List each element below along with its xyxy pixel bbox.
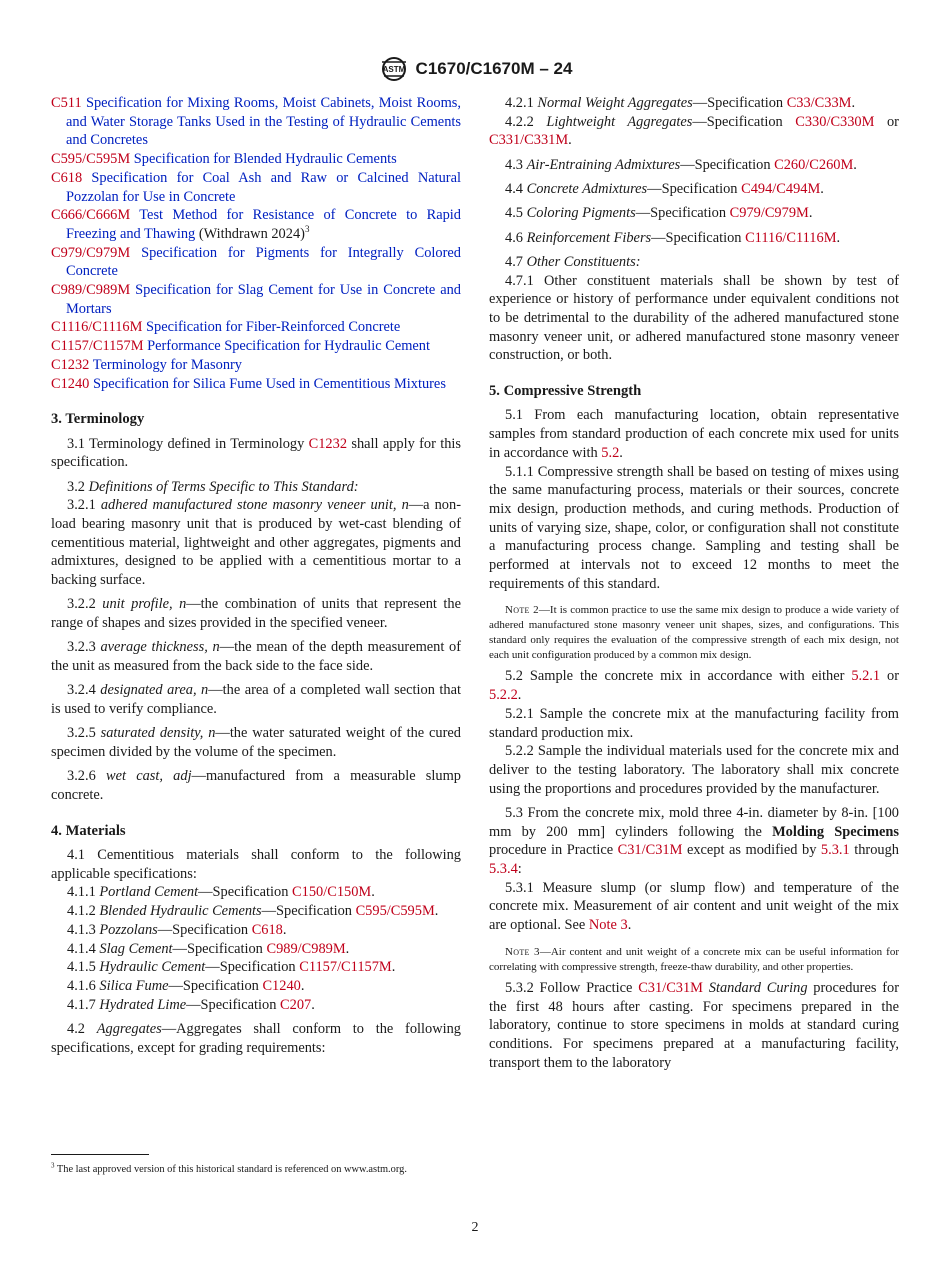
paragraph-3-2 bbox=[51, 478, 461, 497]
paragraph-5-1-1: 5.1.1 Compressive strength shall be based on testing of mixes using the same manufacturing process, materials or their sources, concrete mix design, production methods, and curing methods. Production of units of varying size, shape, color, or configuration shall not constitute a manufacturing process change. Sampling and testing shall be performed at intervals not to exceed 12 months to meet the requirements of this standard. bbox=[489, 463, 899, 592]
text: —manufactured from a measurable slump concrete. bbox=[51, 768, 461, 804]
reference-item bbox=[51, 375, 461, 394]
paragraph-4-2 bbox=[51, 1020, 461, 1057]
text: —Specification bbox=[651, 229, 746, 246]
reference-item bbox=[51, 169, 461, 206]
text: . bbox=[282, 921, 287, 938]
text: —Specification bbox=[680, 156, 775, 173]
text: —Specification bbox=[172, 940, 267, 957]
text: 3.2.6 bbox=[67, 768, 106, 785]
reference-item bbox=[51, 94, 461, 150]
note-label: Note 3 bbox=[505, 945, 540, 958]
paragraph-5-2-1: 5.2.1 Sample the concrete mix at the manufacturing facility from standard production mix. bbox=[489, 705, 899, 741]
reference-code-link[interactable]: C666/C666M bbox=[51, 207, 131, 224]
text: : bbox=[517, 861, 522, 878]
text: except as modified by bbox=[682, 842, 821, 859]
paragraph-3-2-6 bbox=[51, 767, 461, 804]
italic-term: Blended Hydraulic Cements bbox=[99, 903, 262, 920]
reference-code-link[interactable]: C618 bbox=[51, 169, 83, 186]
left-column bbox=[51, 94, 461, 1057]
cross-reference-link[interactable]: C618 bbox=[251, 921, 283, 938]
text: 4.1.5 bbox=[67, 959, 100, 976]
reference-item bbox=[51, 244, 461, 281]
italic-term: Reinforcement Fibers bbox=[526, 229, 652, 246]
cross-reference-link[interactable]: 5.2.1 bbox=[851, 668, 881, 685]
footnote-marker[interactable]: 3 bbox=[304, 224, 310, 235]
reference-code-link[interactable]: C1232 bbox=[51, 356, 90, 373]
text: or bbox=[874, 113, 899, 130]
paragraph-5-3-2 bbox=[489, 979, 899, 1073]
paragraph-4-3: 4.3 Air-Entraining Admixtures—Specification C260/C260M. bbox=[505, 156, 857, 173]
italic-term: wet cast, adj bbox=[106, 768, 192, 785]
paragraph-4-1-4 bbox=[51, 940, 461, 959]
footnote bbox=[51, 1162, 461, 1177]
text: —Specification bbox=[168, 977, 263, 994]
text: 3.2.5 bbox=[67, 725, 101, 742]
paragraph-4-1-5 bbox=[51, 958, 461, 977]
text: 3.2 bbox=[67, 478, 89, 495]
cross-reference-link[interactable]: 5.2 bbox=[601, 444, 620, 461]
text: 5.2 Sample the concrete mix in accordance with either bbox=[505, 668, 852, 685]
text: —the mean of the depth measurement of the unit as measured from the back side to the face side. bbox=[51, 639, 462, 675]
paragraph-3-1 bbox=[51, 435, 461, 472]
footnote-marker: 3 bbox=[51, 1161, 55, 1170]
text: 3.2.1 bbox=[67, 497, 101, 514]
cross-reference-link[interactable]: 5.3.4 bbox=[489, 861, 518, 878]
paragraph-4-5: 4.5 Coloring Pigments—Specification C979/C979M. bbox=[505, 205, 813, 222]
reference-title[interactable]: Specification for Blended Hydraulic Cements bbox=[133, 151, 397, 168]
italic-term: designated area, n bbox=[100, 682, 209, 699]
text: 4.7 bbox=[505, 253, 527, 270]
paragraph-5-3-1 bbox=[489, 879, 899, 935]
text: 4.1.6 bbox=[67, 977, 100, 994]
text: procedures for the first 48 hours after casting. For specimens prepared in the laboratory, continue to store specimens in molds at standard curing conditions. For specimens prepared at a manufacturing facility, transport them to the laboratory bbox=[489, 979, 899, 1071]
cross-reference-link[interactable]: Note 3 bbox=[588, 917, 628, 934]
text: 5.3 From the concrete mix, mold three 4-in. diameter by 8-in. [100 mm by 200 mm] cylinders following the bbox=[489, 804, 899, 840]
paragraph-4-2-1: 4.2.1 Normal Weight Aggregates—Specification C33/C33M. bbox=[505, 95, 856, 111]
cross-reference-link[interactable]: C1116/C1116M bbox=[745, 229, 837, 246]
paragraph-3-2-5 bbox=[51, 724, 461, 761]
text: . bbox=[434, 903, 439, 920]
astm-logo-icon bbox=[378, 56, 410, 82]
text: 5.3.1 Measure slump (or slump flow) and temperature of the concrete mix. Measurement of air content and unit weight of the mix are optional. See bbox=[489, 879, 899, 934]
text: —Specification bbox=[647, 181, 742, 197]
italic-term: adhered manufactured stone masonry veneer unit, n bbox=[100, 497, 409, 514]
cross-reference-link[interactable]: C260/C260M bbox=[774, 156, 854, 173]
note-label: Note 2 bbox=[505, 604, 539, 617]
italic-term: Air-Entraining Admixtures bbox=[526, 156, 681, 173]
text: 5.3.2 Follow Practice bbox=[505, 979, 639, 996]
page-number: 2 bbox=[471, 1220, 479, 1235]
reference-title[interactable]: Specification for Silica Fume Used in Cementitious Mixtures bbox=[93, 375, 446, 392]
paragraph-4-4: 4.4 Concrete Admixtures—Specification C494/C494M. bbox=[505, 181, 824, 197]
text: —Specification bbox=[261, 903, 356, 920]
italic-term: Aggregates bbox=[96, 1020, 162, 1037]
note-text: —Air content and unit weight of a concrete mix can be useful information for correlating with compressive strength, freeze-thaw durability, and other properties. bbox=[489, 945, 900, 973]
text: 4.1.1 bbox=[67, 884, 100, 901]
text: —Specification bbox=[186, 996, 281, 1013]
paragraph-5-3 bbox=[489, 804, 899, 879]
reference-title[interactable]: Specification for Slag Cement for Use in Concrete and Mortars bbox=[66, 282, 461, 317]
reference-title[interactable]: Terminology for Masonry bbox=[92, 356, 243, 373]
text: 4.1.7 bbox=[67, 996, 100, 1013]
reference-item bbox=[51, 206, 461, 243]
reference-title[interactable]: Test Method for Resistance of Concrete to Rapid Freezing and Thawing bbox=[66, 207, 461, 242]
text: . bbox=[391, 959, 396, 976]
referenced-documents-list bbox=[51, 94, 461, 393]
cross-reference-link[interactable]: C595/C595M bbox=[355, 903, 435, 920]
reference-title[interactable]: Specification for Pigments for Integrally Colored Concrete bbox=[66, 244, 461, 280]
right-column bbox=[489, 94, 899, 1072]
reference-title[interactable]: Performance Specification for Hydraulic Cement bbox=[147, 338, 431, 355]
italic-term: Slag Cement bbox=[99, 940, 173, 957]
text: 4.2 bbox=[67, 1020, 97, 1037]
text: —Specification bbox=[692, 95, 787, 111]
note-text: —It is common practice to use the same mix design to produce a wide variety of adhered manufactured stone masonry veneer unit shapes, sizes, and configurations. This standard only requires the evaluation of the compressive strength of each mix design, not each unit configuration produced by a common mix design. bbox=[489, 604, 900, 662]
reference-title[interactable]: Specification for Fiber-Reinforced Concrete bbox=[146, 319, 401, 336]
withdrawn-note: (Withdrawn 2024) bbox=[195, 225, 305, 242]
text: —a non-load bearing masonry unit that is produced by wet-cast blending of cementitious material, lightweight and other aggregates, pigments and admixtures, designed to be applied with a cementitious mortar to a backing surface. bbox=[51, 497, 461, 589]
italic-term: Other Constituents: bbox=[526, 253, 641, 270]
note-3 bbox=[489, 945, 899, 975]
text: 4.2.1 bbox=[505, 95, 538, 111]
reference-item bbox=[51, 318, 461, 337]
paragraph-4-1-7 bbox=[51, 996, 461, 1015]
paragraph-3-2-2 bbox=[51, 595, 461, 632]
paragraph-4-1-2 bbox=[51, 902, 461, 921]
text: 4.6 bbox=[505, 229, 527, 246]
text: procedure in Practice bbox=[489, 842, 618, 859]
footnote-divider bbox=[51, 1154, 149, 1155]
reference-code-link[interactable]: C1157/C1157M bbox=[51, 338, 144, 355]
italic-term: Silica Fume bbox=[99, 977, 169, 994]
cross-reference-link[interactable]: C494/C494M bbox=[741, 181, 821, 197]
cross-reference-link[interactable]: C1157/C1157M bbox=[299, 959, 392, 976]
reference-item bbox=[51, 356, 461, 375]
paragraph-5-1 bbox=[489, 406, 899, 462]
reference-code-link[interactable]: C979/C979M bbox=[51, 244, 131, 261]
paragraph-4-7 bbox=[489, 253, 899, 272]
paragraph-4-1-1 bbox=[51, 883, 461, 902]
text: . bbox=[517, 687, 522, 704]
text: —the water saturated weight of the cured specimen divided by the volume of the specimen. bbox=[51, 725, 461, 761]
text: 4.3 bbox=[505, 156, 527, 173]
text: . bbox=[627, 917, 632, 934]
text: —Specification bbox=[692, 113, 796, 130]
text: 5.1 From each manufacturing location, obtain representative samples from standard production of each concrete mix used for units in accordance with bbox=[489, 407, 899, 461]
italic-term: Hydrated Lime bbox=[99, 996, 187, 1013]
italic-term: Portland Cement bbox=[99, 884, 199, 901]
text: 4.5 bbox=[505, 205, 527, 222]
cross-reference-link[interactable]: C150/C150M bbox=[292, 884, 372, 901]
document-designation: C1670/C1670M – 24 bbox=[415, 59, 573, 78]
cross-reference-link[interactable]: C1240 bbox=[262, 977, 301, 994]
cross-reference-link[interactable]: C33/C33M bbox=[786, 95, 852, 111]
text: . bbox=[371, 884, 375, 901]
paragraph-4-7-1: 4.7.1 Other constituent materials shall be shown by test of experience or history of performance under equivalent conditions not to be detrimental to the durability of the adhered manufactured stone masonry veneer unit, or adhered manufactured stone masonry veneer construction, or both. bbox=[489, 272, 899, 364]
section-heading-materials: 4. Materials bbox=[51, 822, 126, 839]
text: . bbox=[619, 444, 623, 461]
cross-reference-link[interactable]: C207 bbox=[280, 996, 312, 1013]
reference-code-link[interactable]: C1240 bbox=[51, 375, 90, 392]
text: 3.2.4 bbox=[67, 682, 101, 699]
paragraph-3-2-4 bbox=[51, 681, 461, 718]
footnote-text: The last approved version of this historical standard is referenced on www.astm.org. bbox=[54, 1164, 407, 1175]
italic-term: Lightweight Aggregates bbox=[546, 113, 693, 130]
reference-item bbox=[51, 281, 461, 318]
text: —the combination of units that represent the range of shapes and sizes provided in the specified veneer. bbox=[51, 596, 461, 632]
cross-reference-link[interactable]: C31/C31M bbox=[617, 842, 683, 859]
paragraph-4-2-2: 4.2.2 Lightweight Aggregates—Specification C330/C330M or C331/C331M. bbox=[489, 113, 899, 149]
text: 4.4 bbox=[505, 181, 527, 197]
text: —Specification bbox=[635, 205, 730, 222]
text: through bbox=[849, 842, 899, 859]
italic-term: saturated density, n bbox=[100, 725, 216, 742]
italic-term: unit profile, n bbox=[102, 596, 187, 613]
italic-term: Concrete Admixtures bbox=[526, 181, 648, 197]
paragraph-4-1-3 bbox=[51, 921, 461, 940]
cross-reference-link[interactable]: C989/C989M bbox=[266, 940, 346, 957]
reference-item bbox=[51, 150, 461, 169]
text: 4.1.4 bbox=[67, 940, 100, 957]
text: —Specification bbox=[157, 921, 252, 938]
cross-reference-link[interactable]: C331/C331M bbox=[489, 132, 569, 149]
italic-term: Normal Weight Aggregates bbox=[537, 95, 693, 111]
italic-term: Hydraulic Cement bbox=[99, 959, 206, 976]
reference-code-link[interactable]: C989/C989M bbox=[51, 282, 131, 299]
paragraph-5-2-2: 5.2.2 Sample the individual materials used for the concrete mix and deliver to the testing laboratory. The laboratory shall mix concrete using the proportions and procedures provided by the manufacturer. bbox=[489, 743, 899, 797]
cross-reference-link[interactable]: 5.3.1 bbox=[820, 842, 850, 859]
paragraph-3-2-1 bbox=[51, 496, 461, 590]
paragraph-4-1-6 bbox=[51, 977, 461, 996]
italic-term: Coloring Pigments bbox=[526, 205, 636, 222]
reference-item bbox=[51, 337, 461, 356]
cross-reference-link[interactable]: C31/C31M bbox=[638, 979, 703, 996]
text: —the area of a completed wall section that is used to verify compliance. bbox=[51, 682, 462, 718]
text: . bbox=[311, 996, 315, 1013]
paragraph-3-2-3 bbox=[51, 638, 461, 675]
text: shall apply for this specification. bbox=[51, 435, 461, 471]
italic-term: average thickness, n bbox=[100, 639, 220, 656]
section-heading-terminology: 3. Terminology bbox=[51, 411, 145, 428]
text: —Aggregates shall conform to the following specifications, except for grading requirements: bbox=[51, 1020, 462, 1056]
text: . bbox=[345, 940, 350, 957]
text: 4.1.2 bbox=[67, 903, 100, 920]
reference-title[interactable]: Specification for Mixing Rooms, Moist Cabinets, Moist Rooms, and Water Storage Tanks Used in the Testing of Hydraulic Cements and Concretes bbox=[66, 95, 461, 149]
text: or bbox=[880, 668, 899, 685]
italic-term: Definitions of Terms Specific to This Standard: bbox=[88, 478, 359, 495]
paragraph-4-6: 4.6 Reinforcement Fibers—Specification C1116/C1116M. bbox=[505, 229, 841, 246]
section-heading-compressive-strength: 5. Compressive Strength bbox=[489, 383, 642, 400]
text: —Specification bbox=[205, 959, 300, 976]
reference-code-link[interactable]: C511 bbox=[51, 95, 82, 111]
cross-reference-link[interactable]: C979/C979M bbox=[729, 205, 809, 222]
paragraph-5-2 bbox=[489, 667, 899, 704]
text: 3.2.2 bbox=[67, 596, 103, 613]
reference-title[interactable]: Specification for Coal Ash and Raw or Calcined Natural Pozzolan for Use in Concrete bbox=[66, 169, 461, 205]
text: 4.2.2 bbox=[505, 113, 547, 130]
reference-code-link[interactable]: C595/C595M bbox=[51, 151, 131, 168]
page-header bbox=[0, 56, 950, 82]
text: —Specification bbox=[198, 884, 293, 901]
italic-term: Standard Curing bbox=[708, 979, 808, 996]
cross-reference-link[interactable]: C330/C330M bbox=[795, 113, 875, 130]
svg-text:ASTM: ASTM bbox=[382, 65, 405, 74]
text: 4.1.3 bbox=[67, 921, 100, 938]
text: . bbox=[300, 977, 305, 994]
text: 3.2.3 bbox=[67, 639, 101, 656]
cross-reference-link[interactable]: 5.2.2 bbox=[489, 687, 518, 704]
cross-reference-link[interactable]: C1232 bbox=[308, 435, 348, 452]
text: 3.1 Terminology defined in Terminology bbox=[67, 435, 309, 452]
reference-code-link[interactable]: C1116/C1116M bbox=[51, 319, 143, 336]
note-2 bbox=[489, 603, 899, 663]
bold-term: Molding Specimens bbox=[772, 823, 899, 840]
italic-term: Pozzolans bbox=[99, 921, 158, 938]
paragraph-4-1: 4.1 Cementitious materials shall conform to the following applicable specifications: bbox=[51, 847, 461, 882]
